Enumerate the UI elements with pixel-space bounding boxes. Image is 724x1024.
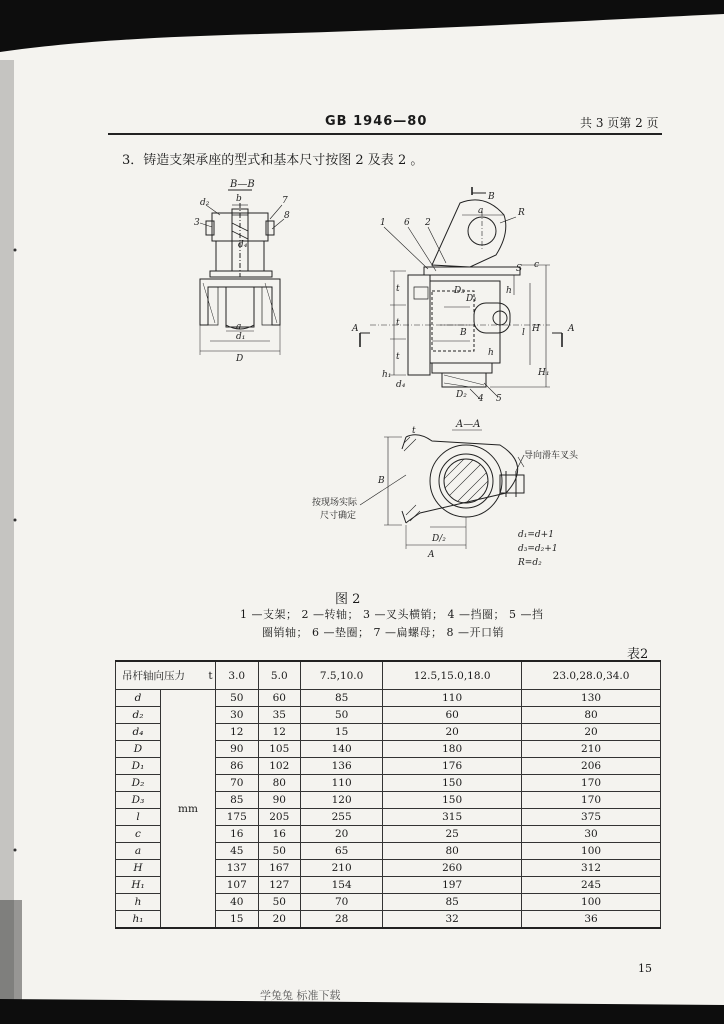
- table-cell: 16: [216, 826, 259, 843]
- label-D1: D₁: [466, 294, 477, 304]
- label-B-mid: B: [460, 328, 467, 338]
- label-t-3: t: [396, 352, 400, 362]
- label-c: c: [534, 260, 540, 270]
- table-cell: 180: [383, 741, 522, 758]
- label-1: 1: [380, 218, 386, 228]
- note-site-2: 尺寸确定: [320, 511, 357, 521]
- table-cell: 375: [522, 809, 661, 826]
- table-cell: 140: [301, 741, 383, 758]
- table-cell: 30: [522, 826, 661, 843]
- table-header-row: [116, 661, 661, 690]
- label-A-right: A: [568, 324, 575, 334]
- table-cell: 85: [383, 894, 522, 911]
- page-number: 15: [638, 962, 652, 975]
- table-cell: 110: [301, 775, 383, 792]
- table-cell: 50: [216, 690, 259, 707]
- table-row: [116, 690, 661, 707]
- label-H: H: [532, 324, 540, 334]
- row-symbol: d₂: [116, 707, 161, 724]
- table-cell: 210: [522, 741, 661, 758]
- table-cell: 12: [216, 724, 259, 741]
- table-cell: 50: [258, 843, 301, 860]
- label-D2: D₂: [456, 390, 467, 400]
- table-cell: 15: [216, 911, 259, 929]
- footer-watermark: 学兔兔 标准下载: [260, 989, 341, 1002]
- label-h-bot: h: [488, 348, 494, 358]
- table-cell: 150: [383, 792, 522, 809]
- note-guide-fork: 导向滑车叉头: [524, 451, 579, 461]
- table-cell: 137: [216, 860, 259, 877]
- label-H1: H₁: [538, 368, 550, 378]
- param-header-unit: t: [208, 670, 213, 682]
- table-cell: 245: [522, 877, 661, 894]
- row-symbol: d: [116, 690, 161, 707]
- label-h-top: h: [506, 286, 512, 296]
- label-d4-front: d₄: [396, 380, 406, 390]
- table-cell: 154: [301, 877, 383, 894]
- param-header: [116, 661, 216, 690]
- label-l: l: [522, 328, 525, 338]
- table-cell: 170: [522, 792, 661, 809]
- table-cell: 90: [216, 741, 259, 758]
- table-cell: 40: [216, 894, 259, 911]
- table-cell: 20: [301, 826, 383, 843]
- formula-2: d₃=d₂+1: [518, 544, 558, 554]
- section-bb-view: [194, 179, 290, 364]
- table-cell: 20: [258, 911, 301, 929]
- table-cell: 136: [301, 758, 383, 775]
- label-t-1: t: [396, 284, 400, 294]
- table-cell: 210: [301, 860, 383, 877]
- label-D-left: D: [236, 354, 244, 364]
- table-cell: 255: [301, 809, 383, 826]
- label-A-left: A: [352, 324, 359, 334]
- table-cell: 85: [301, 690, 383, 707]
- scan-edge-bottom: [0, 985, 724, 1024]
- label-D3: D₃: [454, 286, 465, 296]
- table-cell: 36: [522, 911, 661, 929]
- label-2: 2: [425, 218, 431, 228]
- row-symbol: H: [116, 860, 161, 877]
- row-symbol: c: [116, 826, 161, 843]
- figure-legend-line-1: 1 —支架； 2 —转轴； 3 —叉头横销； 4 —挡圈； 5 —挡: [240, 608, 544, 621]
- column-header: 23.0,28.0,34.0: [522, 661, 661, 690]
- label-3: 3: [194, 218, 200, 228]
- column-header: 5.0: [258, 661, 301, 690]
- label-d1: d₁: [236, 332, 246, 342]
- table-cell: 100: [522, 894, 661, 911]
- row-symbol: D₂: [116, 775, 161, 792]
- label-t-aa: t: [412, 426, 416, 436]
- row-symbol: D: [116, 741, 161, 758]
- table-cell: 260: [383, 860, 522, 877]
- table-cell: 65: [301, 843, 383, 860]
- label-8: 8: [284, 211, 290, 221]
- table-cell: 16: [258, 826, 301, 843]
- table-cell: 107: [216, 877, 259, 894]
- standard-number: GB 1946—80: [325, 114, 428, 129]
- table-cell: 110: [383, 690, 522, 707]
- table-cell: 80: [522, 707, 661, 724]
- table-cell: 100: [522, 843, 661, 860]
- table-cell: 86: [216, 758, 259, 775]
- table-cell: 105: [258, 741, 301, 758]
- table-cell: 70: [301, 894, 383, 911]
- row-symbol: D₁: [116, 758, 161, 775]
- table-cell: 197: [383, 877, 522, 894]
- table-cell: 176: [383, 758, 522, 775]
- spec-table: [115, 660, 661, 929]
- formula-1: d₁=d+1: [518, 530, 554, 540]
- header-rule: [108, 133, 662, 135]
- table-cell: 175: [216, 809, 259, 826]
- figure-title: 图 2: [335, 592, 361, 607]
- label-t-2: t: [396, 318, 400, 328]
- table-cell: 12: [258, 724, 301, 741]
- label-S: S: [516, 264, 523, 274]
- row-symbol: d₄: [116, 724, 161, 741]
- table-cell: 170: [522, 775, 661, 792]
- table-cell: 102: [258, 758, 301, 775]
- label-7: 7: [282, 196, 288, 206]
- row-symbol: a: [116, 843, 161, 860]
- label-B-aa: B: [378, 476, 385, 486]
- table-cell: 167: [258, 860, 301, 877]
- label-4: 4: [478, 394, 484, 404]
- label-6: 6: [404, 218, 410, 228]
- section-title: 3．铸造支架承座的型式和基本尺寸按图 2 及表 2 。: [122, 153, 424, 168]
- section-bb-label: B—B: [230, 179, 255, 190]
- table-cell: 32: [383, 911, 522, 929]
- table-cell: 25: [383, 826, 522, 843]
- label-b: b: [236, 194, 242, 204]
- table-cell: 60: [383, 707, 522, 724]
- table-cell: 50: [258, 894, 301, 911]
- column-header: 12.5,15.0,18.0: [383, 661, 522, 690]
- label-D-half: D/₂: [432, 534, 446, 544]
- table-cell: 28: [301, 911, 383, 929]
- table-cell: 50: [301, 707, 383, 724]
- table-cell: 60: [258, 690, 301, 707]
- label-a-top: a: [478, 206, 484, 216]
- table-cell: 150: [383, 775, 522, 792]
- page-info: 共 3 页第 2 页: [580, 116, 659, 130]
- table-cell: 120: [301, 792, 383, 809]
- label-A-aa: A: [428, 550, 435, 560]
- row-symbol: h₁: [116, 911, 161, 929]
- label-a: a: [236, 322, 242, 332]
- label-h1: h₁: [382, 370, 392, 380]
- note-site-1: 按现场实际: [312, 498, 358, 508]
- label-B-top: B: [488, 192, 495, 202]
- label-d4: d₄: [238, 240, 248, 250]
- table-cell: 205: [258, 809, 301, 826]
- table-cell: 30: [216, 707, 259, 724]
- label-R: R: [518, 208, 525, 218]
- row-symbol: h: [116, 894, 161, 911]
- row-symbol: H₁: [116, 877, 161, 894]
- section-aa-label: A—A: [456, 419, 481, 430]
- row-symbol: l: [116, 809, 161, 826]
- row-symbol: D₃: [116, 792, 161, 809]
- column-header: 3.0: [216, 661, 259, 690]
- table-cell: 20: [522, 724, 661, 741]
- table-cell: 80: [383, 843, 522, 860]
- column-header: 7.5,10.0: [301, 661, 383, 690]
- table-cell: 80: [258, 775, 301, 792]
- table-cell: 206: [522, 758, 661, 775]
- table-cell: 312: [522, 860, 661, 877]
- table-cell: 315: [383, 809, 522, 826]
- table-cell: 70: [216, 775, 259, 792]
- scan-edge-top: [0, 0, 724, 60]
- param-header-label: 吊杆轴向压力: [122, 670, 185, 682]
- table-cell: 20: [383, 724, 522, 741]
- scan-edge-left: [0, 60, 70, 1024]
- table-label: 表2: [627, 647, 649, 662]
- table-cell: 35: [258, 707, 301, 724]
- table-cell: 15: [301, 724, 383, 741]
- figure-legend-line-2: 圈销轴； 6 —垫圈； 7 —扁螺母； 8 —开口销: [262, 626, 504, 639]
- section-aa-view: [312, 419, 579, 568]
- formula-3: R=d₂: [518, 558, 542, 568]
- label-5: 5: [496, 394, 502, 404]
- table-cell: 90: [258, 792, 301, 809]
- table-cell: 130: [522, 690, 661, 707]
- unit-cell: mm: [161, 690, 216, 929]
- figure-2-drawing: [170, 175, 610, 580]
- table-cell: 45: [216, 843, 259, 860]
- table-cell: 127: [258, 877, 301, 894]
- front-view: [351, 187, 575, 404]
- table-cell: 85: [216, 792, 259, 809]
- label-d2: d₂: [200, 198, 210, 208]
